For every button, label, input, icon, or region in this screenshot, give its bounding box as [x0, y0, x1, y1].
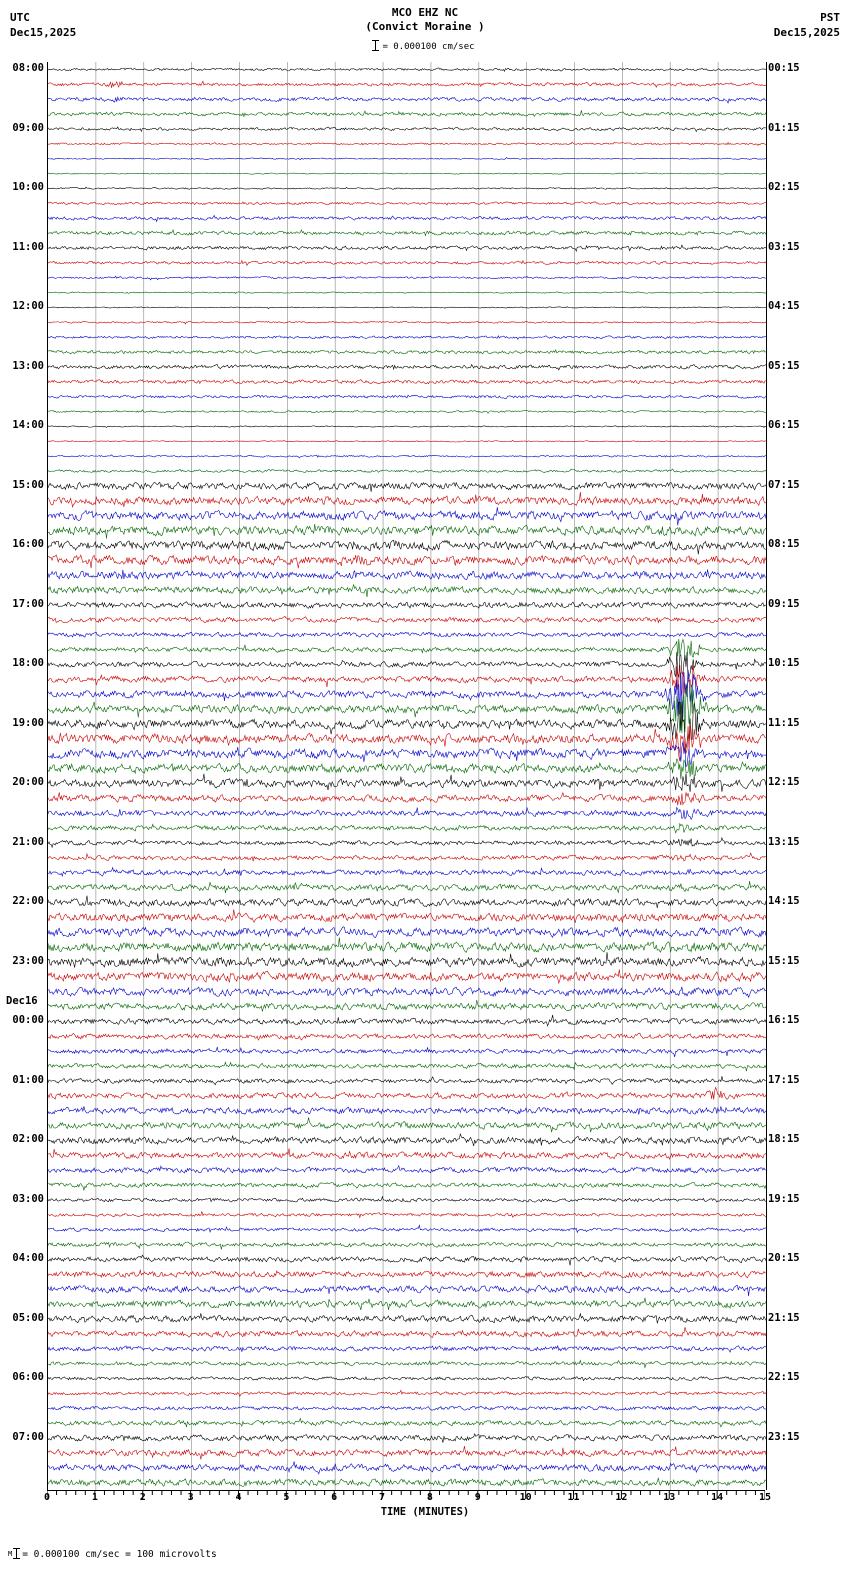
trace-line [48, 927, 766, 938]
hour-label-utc: 20:00 [12, 776, 44, 789]
footer-scale-text: = 0.000100 cm/sec = 100 microvolts [22, 1549, 217, 1560]
day-marker-label: Dec16 [6, 995, 38, 1008]
trace-line [48, 524, 766, 539]
trace-line [48, 1000, 766, 1011]
trace-line [48, 245, 766, 251]
hour-label-utc: 07:00 [12, 1430, 44, 1443]
trace-line [48, 1462, 766, 1474]
scale-reference [0, 40, 850, 52]
trace-line [48, 1270, 766, 1278]
header-title-block [0, 6, 850, 34]
trace-line [48, 142, 766, 145]
trace-line [48, 569, 766, 579]
trace-line [48, 792, 766, 805]
trace-line [48, 1015, 766, 1026]
x-tick-label: 10 [519, 1492, 532, 1503]
trace-line [48, 110, 766, 116]
x-tick-label: 1 [91, 1492, 98, 1503]
trace-line [48, 127, 766, 132]
trace-line [48, 202, 766, 205]
trace-line [48, 68, 766, 71]
trace-line [48, 97, 766, 103]
hour-label-utc: 16:00 [12, 538, 44, 551]
hour-label-utc: 19:00 [12, 716, 44, 729]
trace-line [48, 1062, 766, 1071]
hour-label-pst: 04:15 [768, 300, 800, 313]
x-tick-label: 11 [567, 1492, 580, 1503]
trace-line [48, 853, 766, 861]
trace-line [48, 292, 766, 294]
trace-line [48, 1406, 766, 1411]
trace-line [48, 1197, 766, 1203]
trace-line [48, 1033, 766, 1040]
trace-line [48, 307, 766, 309]
trace-line [48, 173, 766, 174]
hour-label-utc: 23:00 [12, 954, 44, 967]
scale-reference-text: = 0.000100 cm/sec [382, 42, 475, 52]
helicorder-traces [48, 62, 766, 1490]
trace-line [48, 868, 766, 877]
trace-line [48, 1183, 766, 1191]
hour-label-utc: 05:00 [12, 1311, 44, 1324]
trace-line [48, 1390, 766, 1396]
trace-line [48, 410, 766, 414]
x-tick-label: 6 [331, 1492, 338, 1503]
header-right-timezone: PST [820, 11, 840, 24]
trace-line [48, 1117, 766, 1132]
hour-label-pst: 19:15 [768, 1192, 800, 1205]
trace-line [48, 1047, 766, 1057]
hour-label-pst: 14:15 [768, 895, 800, 908]
hour-label-utc: 12:00 [12, 300, 44, 313]
trace-line [48, 540, 766, 554]
hour-label-pst: 21:15 [768, 1311, 800, 1324]
trace-line [48, 1418, 766, 1427]
hour-label-pst: 03:15 [768, 240, 800, 253]
x-tick-label: 9 [474, 1492, 481, 1503]
trace-line [48, 742, 766, 767]
trace-line [48, 555, 766, 568]
x-tick-label: 0 [43, 1492, 51, 1503]
x-axis-ticks [47, 1490, 765, 1506]
hour-label-pst: 07:15 [768, 478, 800, 491]
trace-line [48, 1134, 766, 1146]
trace-line [48, 665, 766, 697]
site-title: (Convict Moraine ) [365, 20, 485, 33]
hour-label-pst: 01:15 [768, 121, 800, 134]
station-title: MCO EHZ NC [391, 6, 459, 19]
hour-label-pst: 08:15 [768, 538, 800, 551]
hour-label-pst: 16:15 [768, 1014, 800, 1027]
trace-line [48, 639, 766, 661]
x-axis-label: TIME (MINUTES) [380, 1506, 470, 1518]
trace-line [48, 1346, 766, 1352]
hour-label-utc: 08:00 [12, 62, 44, 75]
trace-line [48, 276, 766, 280]
trace-group [48, 68, 766, 1486]
hour-label-pst: 18:15 [768, 1133, 800, 1146]
trace-line [48, 1434, 766, 1443]
hour-label-pst: 15:15 [768, 954, 800, 967]
trace-line [48, 952, 766, 967]
trace-line [48, 455, 766, 458]
hour-label-utc: 17:00 [12, 597, 44, 610]
trace-line [48, 336, 766, 340]
hour-label-pst: 09:15 [768, 597, 800, 610]
hour-label-utc: 03:00 [12, 1192, 44, 1205]
hour-label-pst: 12:15 [768, 776, 800, 789]
hour-label-pst: 02:15 [768, 181, 800, 194]
trace-line [48, 1360, 766, 1367]
trace-line [48, 81, 766, 88]
x-tick-label: 7 [379, 1492, 386, 1503]
header-right-date: Dec15,2025 [773, 26, 840, 39]
trace-line [48, 807, 766, 819]
x-tick-label: 2 [139, 1492, 146, 1503]
trace-line [48, 1225, 766, 1232]
hour-label-utc: 13:00 [12, 359, 44, 372]
hour-label-utc: 18:00 [12, 657, 44, 670]
trace-line [48, 670, 766, 718]
trace-line [48, 969, 766, 983]
trace-line [48, 616, 766, 623]
trace-line [48, 321, 766, 324]
trace-line [48, 350, 766, 354]
hour-label-pst: 23:15 [768, 1430, 800, 1443]
trace-line [48, 261, 766, 266]
trace-line [48, 395, 766, 398]
hour-label-utc: 21:00 [12, 835, 44, 848]
trace-line [48, 426, 766, 428]
hour-label-pst: 06:15 [768, 419, 800, 432]
footer-scale [8, 1548, 217, 1560]
hour-label-pst: 20:15 [768, 1252, 800, 1265]
trace-line [48, 602, 766, 609]
hour-label-pst: 13:15 [768, 835, 800, 848]
scale-bar-icon [375, 40, 376, 51]
trace-line [48, 1106, 766, 1114]
header-left-date: Dec15,2025 [10, 26, 77, 39]
trace-line [48, 632, 766, 637]
hour-label-pst: 11:15 [768, 716, 800, 729]
hour-label-utc: 15:00 [12, 478, 44, 491]
trace-line [48, 1377, 766, 1381]
x-axis [47, 1490, 765, 1506]
trace-line [48, 987, 766, 997]
trace-line [48, 158, 766, 160]
trace-line [48, 215, 766, 221]
header-right-block [774, 10, 840, 40]
trace-line [48, 1327, 766, 1337]
trace-line [48, 469, 766, 473]
trace-line [48, 824, 766, 833]
hour-label-pst: 17:15 [768, 1073, 800, 1086]
trace-line [48, 1087, 766, 1099]
trace-line [48, 187, 766, 189]
hour-label-utc: 09:00 [12, 121, 44, 134]
trace-line [48, 1148, 766, 1159]
grid-lines [96, 62, 718, 1490]
helicorder-plot [47, 62, 767, 1490]
trace-line [48, 364, 766, 369]
hour-label-utc: 01:00 [12, 1073, 44, 1086]
footer-scale-bar-icon [16, 1548, 17, 1559]
x-tick-label: 5 [283, 1492, 290, 1503]
trace-line [48, 1166, 766, 1174]
trace-line [48, 440, 766, 442]
trace-line [48, 1478, 766, 1486]
hour-label-utc: 10:00 [12, 181, 44, 194]
x-tick-label: 13 [663, 1492, 676, 1503]
header-left-timezone: UTC [10, 11, 30, 24]
trace-line [48, 585, 766, 597]
x-tick-label: 3 [187, 1492, 194, 1503]
hour-label-utc: 04:00 [12, 1252, 44, 1265]
footer-scale-prefix: M [8, 1550, 13, 1558]
hour-label-pst: 10:15 [768, 657, 800, 670]
trace-line [48, 652, 766, 679]
trace-line [48, 1446, 766, 1459]
trace-line [48, 1313, 766, 1323]
trace-line [48, 230, 766, 236]
trace-line [48, 759, 766, 779]
trace-line [48, 838, 766, 847]
x-tick-label: 8 [426, 1492, 433, 1503]
trace-line [48, 492, 766, 507]
hour-label-utc: 02:00 [12, 1133, 44, 1146]
hour-label-utc: 22:00 [12, 895, 44, 908]
trace-line [48, 724, 766, 761]
trace-line [48, 896, 766, 908]
trace-line [48, 1255, 766, 1265]
x-tick-label: 15 [758, 1492, 772, 1503]
trace-line [48, 1285, 766, 1296]
trace-line [48, 482, 766, 492]
x-tick-label: 14 [711, 1492, 724, 1503]
chart-header [0, 0, 850, 58]
trace-line [48, 937, 766, 952]
hour-label-utc: 14:00 [12, 419, 44, 432]
trace-line [48, 1211, 766, 1217]
hour-label-utc: 06:00 [12, 1371, 44, 1384]
trace-line [48, 380, 766, 384]
x-tick-label: 4 [235, 1492, 242, 1503]
trace-line [48, 909, 766, 922]
trace-line [48, 1242, 766, 1249]
trace-line [48, 507, 766, 525]
trace-line [48, 1076, 766, 1084]
hour-label-pst: 00:15 [768, 62, 800, 75]
hour-label-utc: 11:00 [12, 240, 44, 253]
x-tick-label: 12 [615, 1492, 628, 1503]
trace-line [48, 773, 766, 792]
hour-label-utc: 00:00 [12, 1014, 44, 1027]
hour-label-pst: 22:15 [768, 1371, 800, 1384]
trace-line [48, 881, 766, 893]
trace-line [48, 701, 766, 748]
trace-line [48, 1298, 766, 1310]
hour-label-pst: 05:15 [768, 359, 800, 372]
